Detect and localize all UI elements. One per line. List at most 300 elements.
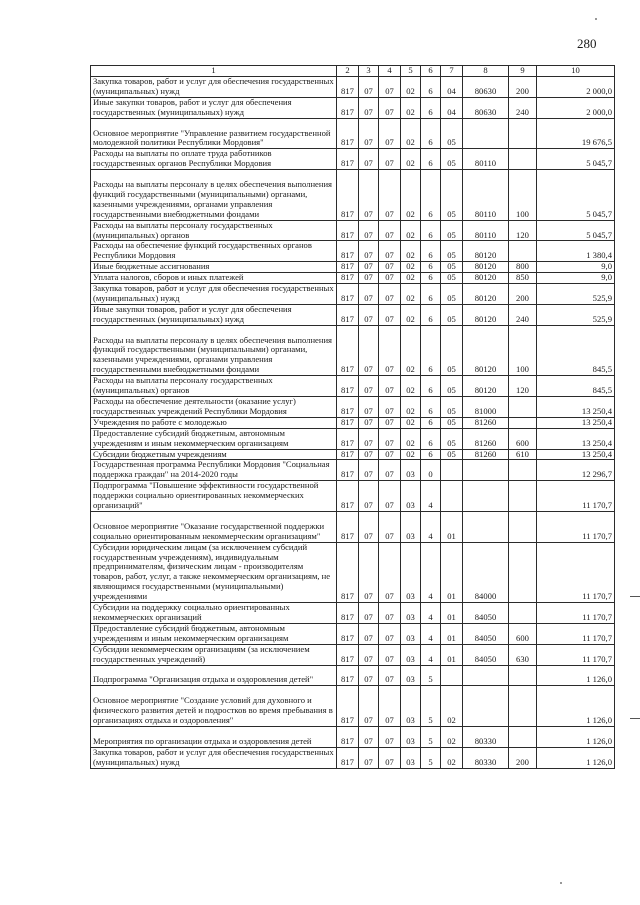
- row-name-cell: Государственная программа Республики Мордовия "Социальная поддержка граждан" на 2014-2020 годы: [91, 460, 337, 481]
- row-code-cell: [509, 511, 537, 542]
- row-code-cell: [463, 686, 509, 727]
- row-name-cell: Закупка товаров, работ и услуг для обеспечения государственных (муниципальных) нужд: [91, 77, 337, 98]
- row-code-cell: 81260: [463, 449, 509, 460]
- row-code-cell: 817: [337, 170, 359, 221]
- row-code-cell: 05: [441, 304, 463, 325]
- row-code-cell: 4: [421, 623, 441, 644]
- row-amount-cell: 2 000,0: [537, 97, 615, 118]
- row-code-cell: 07: [379, 284, 401, 305]
- row-code-cell: 07: [379, 220, 401, 241]
- row-code-cell: 817: [337, 304, 359, 325]
- row-code-cell: 817: [337, 262, 359, 273]
- row-code-cell: 07: [359, 511, 379, 542]
- row-code-cell: 02: [401, 77, 421, 98]
- row-code-cell: 240: [509, 304, 537, 325]
- row-code-cell: 07: [359, 623, 379, 644]
- row-code-cell: 03: [401, 644, 421, 665]
- row-code-cell: 03: [401, 481, 421, 512]
- row-code-cell: 07: [379, 97, 401, 118]
- row-code-cell: [509, 542, 537, 602]
- row-name-cell: Расходы на выплаты по оплате труда работников государственных органов Республики Мордовия: [91, 149, 337, 170]
- row-amount-cell: 11 170,7: [537, 511, 615, 542]
- row-code-cell: 07: [379, 460, 401, 481]
- row-code-cell: 03: [401, 603, 421, 624]
- row-code-cell: 817: [337, 417, 359, 428]
- column-header: 10: [537, 66, 615, 77]
- row-name-cell: Основное мероприятие "Создание условий для духовного и физического развития детей и подростков во время пребывания в организациях отдыха и оздоровления": [91, 686, 337, 727]
- row-code-cell: 04: [441, 97, 463, 118]
- row-code-cell: 03: [401, 726, 421, 747]
- row-code-cell: 03: [401, 747, 421, 768]
- scan-edge-mark: [630, 718, 640, 719]
- row-code-cell: [441, 460, 463, 481]
- row-name-cell: Субсидии юридическим лицам (за исключением субсидий государственным учреждениям), индивидуальным предпринимателям, физическим лицам - производителям товаров, работ, услуг, а также некоммерческим организациям, не являющимся государственными (муниципальными) учреждениями: [91, 542, 337, 602]
- row-code-cell: [509, 726, 537, 747]
- row-code-cell: 80330: [463, 726, 509, 747]
- row-name-cell: Расходы на обеспечение деятельности (оказание услуг) государственных учреждений Республики Мордовия: [91, 397, 337, 418]
- row-code-cell: 07: [379, 376, 401, 397]
- row-code-cell: 01: [441, 511, 463, 542]
- row-amount-cell: 525,9: [537, 284, 615, 305]
- row-code-cell: 05: [441, 241, 463, 262]
- row-code-cell: 05: [441, 149, 463, 170]
- row-code-cell: 817: [337, 428, 359, 449]
- row-code-cell: 850: [509, 273, 537, 284]
- row-code-cell: 817: [337, 726, 359, 747]
- row-code-cell: 07: [379, 603, 401, 624]
- row-code-cell: 05: [441, 449, 463, 460]
- column-header: 4: [379, 66, 401, 77]
- row-code-cell: 07: [379, 417, 401, 428]
- row-code-cell: 80120: [463, 284, 509, 305]
- row-code-cell: 817: [337, 511, 359, 542]
- row-name-cell: Субсидии на поддержку социально ориентированных некоммерческих организаций: [91, 603, 337, 624]
- row-code-cell: 800: [509, 262, 537, 273]
- table-row: [91, 77, 615, 98]
- row-code-cell: 02: [401, 417, 421, 428]
- row-code-cell: 07: [359, 273, 379, 284]
- row-name-cell: Расходы на выплаты персоналу государственных (муниципальных) органов: [91, 220, 337, 241]
- row-code-cell: 600: [509, 428, 537, 449]
- table-row: [91, 118, 615, 149]
- row-code-cell: 6: [421, 397, 441, 418]
- row-code-cell: 02: [401, 118, 421, 149]
- row-code-cell: 630: [509, 644, 537, 665]
- row-code-cell: [509, 481, 537, 512]
- column-header: 7: [441, 66, 463, 77]
- row-amount-cell: 525,9: [537, 304, 615, 325]
- row-code-cell: 5: [421, 665, 441, 686]
- table-row: [91, 686, 615, 727]
- row-code-cell: 07: [379, 262, 401, 273]
- row-code-cell: 6: [421, 273, 441, 284]
- row-amount-cell: 11 170,7: [537, 623, 615, 644]
- row-amount-cell: 11 170,7: [537, 603, 615, 624]
- row-code-cell: 4: [421, 644, 441, 665]
- row-code-cell: 03: [401, 542, 421, 602]
- row-code-cell: 80120: [463, 273, 509, 284]
- row-code-cell: 02: [401, 376, 421, 397]
- row-code-cell: 6: [421, 376, 441, 397]
- table-row: [91, 481, 615, 512]
- row-code-cell: 02: [401, 273, 421, 284]
- row-code-cell: 07: [359, 241, 379, 262]
- row-code-cell: [509, 397, 537, 418]
- column-header: 5: [401, 66, 421, 77]
- row-code-cell: 03: [401, 460, 421, 481]
- row-code-cell: 07: [379, 118, 401, 149]
- row-code-cell: [509, 118, 537, 149]
- row-code-cell: 07: [379, 449, 401, 460]
- row-code-cell: 817: [337, 644, 359, 665]
- table-row: [91, 644, 615, 665]
- row-code-cell: 07: [359, 542, 379, 602]
- row-code-cell: 120: [509, 220, 537, 241]
- row-code-cell: 07: [379, 665, 401, 686]
- table-row: [91, 449, 615, 460]
- row-amount-cell: 1 126,0: [537, 665, 615, 686]
- column-header: 6: [421, 66, 441, 77]
- scan-speck: [595, 18, 597, 20]
- row-name-cell: Основное мероприятие "Оказание государственной поддержки социально ориентированным некоммерческим организациям": [91, 511, 337, 542]
- budget-table-wrap: [90, 65, 614, 769]
- row-amount-cell: 11 170,7: [537, 644, 615, 665]
- row-code-cell: 817: [337, 686, 359, 727]
- table-row: [91, 262, 615, 273]
- row-amount-cell: 5 045,7: [537, 170, 615, 221]
- row-code-cell: 80120: [463, 262, 509, 273]
- row-code-cell: [509, 686, 537, 727]
- row-name-cell: Основное мероприятие "Управление развитием государственной молодежной политики Республики Мордовия": [91, 118, 337, 149]
- row-code-cell: 07: [359, 428, 379, 449]
- table-row: [91, 304, 615, 325]
- row-code-cell: 200: [509, 747, 537, 768]
- row-code-cell: 07: [359, 481, 379, 512]
- row-code-cell: 03: [401, 686, 421, 727]
- row-name-cell: Мероприятия по организации отдыха и оздоровления детей: [91, 726, 337, 747]
- row-code-cell: 02: [401, 170, 421, 221]
- column-header: 8: [463, 66, 509, 77]
- row-code-cell: 6: [421, 304, 441, 325]
- row-code-cell: [509, 417, 537, 428]
- row-code-cell: 6: [421, 417, 441, 428]
- row-code-cell: 6: [421, 220, 441, 241]
- row-amount-cell: 5 045,7: [537, 220, 615, 241]
- row-code-cell: 07: [379, 481, 401, 512]
- row-code-cell: 07: [359, 77, 379, 98]
- row-code-cell: 817: [337, 623, 359, 644]
- row-code-cell: 80630: [463, 77, 509, 98]
- row-code-cell: 07: [379, 397, 401, 418]
- row-code-cell: 200: [509, 77, 537, 98]
- row-code-cell: 02: [401, 97, 421, 118]
- row-code-cell: 05: [441, 376, 463, 397]
- row-code-cell: [463, 481, 509, 512]
- row-code-cell: 6: [421, 241, 441, 262]
- row-code-cell: 05: [441, 397, 463, 418]
- column-header: 3: [359, 66, 379, 77]
- table-row: [91, 397, 615, 418]
- row-code-cell: 817: [337, 273, 359, 284]
- row-name-cell: Закупка товаров, работ и услуг для обеспечения государственных (муниципальных) нужд: [91, 747, 337, 768]
- row-code-cell: 817: [337, 220, 359, 241]
- column-header: 2: [337, 66, 359, 77]
- row-code-cell: 07: [379, 511, 401, 542]
- row-name-cell: Расходы на обеспечение функций государственных органов Республики Мордовия: [91, 241, 337, 262]
- row-code-cell: 6: [421, 77, 441, 98]
- table-row: [91, 460, 615, 481]
- row-code-cell: 07: [359, 97, 379, 118]
- row-code-cell: 02: [401, 397, 421, 418]
- row-code-cell: 07: [359, 460, 379, 481]
- table-row: [91, 417, 615, 428]
- row-code-cell: [441, 665, 463, 686]
- row-name-cell: Закупка товаров, работ и услуг для обеспечения государственных (муниципальных) нужд: [91, 284, 337, 305]
- row-code-cell: 6: [421, 428, 441, 449]
- row-code-cell: 84050: [463, 603, 509, 624]
- row-code-cell: 6: [421, 325, 441, 376]
- row-amount-cell: 845,5: [537, 376, 615, 397]
- row-amount-cell: 2 000,0: [537, 77, 615, 98]
- row-code-cell: 6: [421, 262, 441, 273]
- row-code-cell: 07: [379, 325, 401, 376]
- row-code-cell: 02: [401, 284, 421, 305]
- row-code-cell: 07: [359, 417, 379, 428]
- row-name-cell: Подпрограмма "Повышение эффективности государственной поддержки социально ориентированных некоммерческих организаций": [91, 481, 337, 512]
- table-row: [91, 623, 615, 644]
- row-code-cell: 817: [337, 376, 359, 397]
- row-code-cell: 120: [509, 376, 537, 397]
- row-code-cell: [463, 118, 509, 149]
- row-code-cell: 02: [441, 747, 463, 768]
- row-code-cell: 07: [379, 149, 401, 170]
- row-code-cell: [509, 241, 537, 262]
- row-code-cell: 817: [337, 241, 359, 262]
- row-code-cell: 07: [359, 170, 379, 221]
- row-amount-cell: 1 126,0: [537, 747, 615, 768]
- row-code-cell: 81260: [463, 428, 509, 449]
- table-row: [91, 97, 615, 118]
- row-code-cell: 817: [337, 284, 359, 305]
- row-code-cell: 07: [359, 665, 379, 686]
- row-code-cell: [509, 603, 537, 624]
- row-code-cell: 600: [509, 623, 537, 644]
- row-amount-cell: 11 170,7: [537, 481, 615, 512]
- row-code-cell: 02: [401, 220, 421, 241]
- table-row: [91, 241, 615, 262]
- row-code-cell: 84050: [463, 623, 509, 644]
- row-code-cell: 80120: [463, 241, 509, 262]
- row-code-cell: 04: [441, 77, 463, 98]
- table-row: [91, 747, 615, 768]
- table-row: [91, 273, 615, 284]
- row-name-cell: Предоставление субсидий бюджетным, автономным учреждениям и иным некоммерческим организациям: [91, 428, 337, 449]
- row-code-cell: 01: [441, 623, 463, 644]
- table-row: [91, 428, 615, 449]
- row-code-cell: 05: [441, 170, 463, 221]
- row-code-cell: 817: [337, 149, 359, 170]
- row-code-cell: 80110: [463, 220, 509, 241]
- row-amount-cell: 11 170,7: [537, 542, 615, 602]
- table-row: [91, 665, 615, 686]
- row-code-cell: 07: [359, 747, 379, 768]
- row-code-cell: 81000: [463, 397, 509, 418]
- row-code-cell: [509, 149, 537, 170]
- row-code-cell: 01: [441, 603, 463, 624]
- row-code-cell: 02: [441, 686, 463, 727]
- page-number: 280: [577, 36, 597, 51]
- row-code-cell: 4: [421, 542, 441, 602]
- row-code-cell: 07: [379, 304, 401, 325]
- row-code-cell: 07: [379, 77, 401, 98]
- row-amount-cell: 1 126,0: [537, 726, 615, 747]
- row-code-cell: 05: [441, 220, 463, 241]
- row-code-cell: 05: [441, 284, 463, 305]
- row-code-cell: 02: [401, 149, 421, 170]
- row-code-cell: 07: [359, 686, 379, 727]
- row-code-cell: 80110: [463, 170, 509, 221]
- scan-speck: [560, 882, 562, 884]
- row-code-cell: 07: [379, 686, 401, 727]
- row-name-cell: Расходы на выплаты персоналу в целях обеспечения выполнения функций государственными (муниципальными) органами, казенными учреждениями, органами управления государственными внебюджетными фондами: [91, 170, 337, 221]
- row-code-cell: 5: [421, 726, 441, 747]
- header-row: [91, 66, 615, 77]
- row-code-cell: 01: [441, 644, 463, 665]
- row-code-cell: 5: [421, 686, 441, 727]
- row-code-cell: 84000: [463, 542, 509, 602]
- row-amount-cell: 12 296,7: [537, 460, 615, 481]
- row-amount-cell: 13 250,4: [537, 397, 615, 418]
- row-code-cell: 02: [401, 325, 421, 376]
- row-code-cell: 80120: [463, 376, 509, 397]
- row-code-cell: 07: [359, 644, 379, 665]
- row-code-cell: 817: [337, 603, 359, 624]
- table-row: [91, 170, 615, 221]
- row-code-cell: 4: [421, 511, 441, 542]
- table-row: [91, 284, 615, 305]
- row-amount-cell: 1 380,4: [537, 241, 615, 262]
- row-code-cell: 240: [509, 97, 537, 118]
- row-code-cell: 05: [441, 118, 463, 149]
- row-code-cell: 610: [509, 449, 537, 460]
- row-code-cell: 07: [359, 449, 379, 460]
- table-body: [91, 77, 615, 769]
- row-code-cell: 6: [421, 149, 441, 170]
- row-code-cell: 07: [379, 726, 401, 747]
- row-amount-cell: 9,0: [537, 262, 615, 273]
- row-amount-cell: 13 250,4: [537, 428, 615, 449]
- row-amount-cell: 1 126,0: [537, 686, 615, 727]
- row-code-cell: 817: [337, 542, 359, 602]
- row-code-cell: 6: [421, 284, 441, 305]
- budget-table: [90, 65, 615, 769]
- row-code-cell: 07: [379, 644, 401, 665]
- row-code-cell: 07: [379, 428, 401, 449]
- row-code-cell: [463, 460, 509, 481]
- row-amount-cell: 9,0: [537, 273, 615, 284]
- column-header: 1: [91, 66, 337, 77]
- row-code-cell: 80630: [463, 97, 509, 118]
- row-code-cell: 817: [337, 665, 359, 686]
- row-code-cell: [463, 511, 509, 542]
- row-code-cell: 6: [421, 97, 441, 118]
- row-code-cell: 100: [509, 170, 537, 221]
- row-code-cell: 05: [441, 325, 463, 376]
- row-code-cell: 0: [421, 460, 441, 481]
- row-code-cell: 07: [359, 726, 379, 747]
- row-code-cell: 07: [359, 397, 379, 418]
- table-row: [91, 149, 615, 170]
- column-header: 9: [509, 66, 537, 77]
- table-row: [91, 511, 615, 542]
- row-code-cell: 817: [337, 747, 359, 768]
- row-amount-cell: 5 045,7: [537, 149, 615, 170]
- row-code-cell: 02: [401, 262, 421, 273]
- row-amount-cell: 13 250,4: [537, 417, 615, 428]
- row-code-cell: 07: [379, 542, 401, 602]
- row-code-cell: 05: [441, 428, 463, 449]
- row-name-cell: Субсидии некоммерческим организациям (за исключением государственных учреждений): [91, 644, 337, 665]
- table-row: [91, 542, 615, 602]
- scan-edge-mark: [630, 596, 640, 597]
- table-row: [91, 325, 615, 376]
- row-amount-cell: 19 676,5: [537, 118, 615, 149]
- row-code-cell: 6: [421, 118, 441, 149]
- row-code-cell: 817: [337, 481, 359, 512]
- row-name-cell: Уплата налогов, сборов и иных платежей: [91, 273, 337, 284]
- row-code-cell: 6: [421, 449, 441, 460]
- row-code-cell: 05: [441, 262, 463, 273]
- row-code-cell: 07: [359, 262, 379, 273]
- row-code-cell: 07: [359, 149, 379, 170]
- row-code-cell: 07: [379, 747, 401, 768]
- row-code-cell: 02: [401, 428, 421, 449]
- row-name-cell: Подпрограмма "Организация отдыха и оздоровления детей": [91, 665, 337, 686]
- row-name-cell: Расходы на выплаты персоналу государственных (муниципальных) органов: [91, 376, 337, 397]
- row-code-cell: 07: [359, 304, 379, 325]
- row-code-cell: 817: [337, 118, 359, 149]
- row-code-cell: 817: [337, 77, 359, 98]
- row-code-cell: 01: [441, 542, 463, 602]
- row-code-cell: [441, 481, 463, 512]
- row-name-cell: Иные закупки товаров, работ и услуг для обеспечения государственных (муниципальных) нужд: [91, 304, 337, 325]
- row-code-cell: 817: [337, 460, 359, 481]
- row-code-cell: 6: [421, 170, 441, 221]
- table-row: [91, 376, 615, 397]
- row-code-cell: 817: [337, 449, 359, 460]
- row-code-cell: 80330: [463, 747, 509, 768]
- row-code-cell: 02: [401, 449, 421, 460]
- row-name-cell: Субсидии бюджетным учреждениям: [91, 449, 337, 460]
- row-name-cell: Иные закупки товаров, работ и услуг для обеспечения государственных (муниципальных) нужд: [91, 97, 337, 118]
- row-code-cell: 07: [359, 118, 379, 149]
- row-code-cell: 07: [359, 603, 379, 624]
- row-code-cell: 4: [421, 603, 441, 624]
- row-code-cell: 07: [379, 241, 401, 262]
- row-code-cell: 07: [359, 325, 379, 376]
- row-code-cell: 07: [379, 273, 401, 284]
- row-name-cell: Предоставление субсидий бюджетным, автономным учреждениям и иным некоммерческим организациям: [91, 623, 337, 644]
- row-code-cell: 03: [401, 665, 421, 686]
- table-row: [91, 603, 615, 624]
- row-code-cell: 02: [441, 726, 463, 747]
- row-code-cell: 81260: [463, 417, 509, 428]
- row-code-cell: 817: [337, 97, 359, 118]
- row-code-cell: 200: [509, 284, 537, 305]
- row-amount-cell: 13 250,4: [537, 449, 615, 460]
- row-code-cell: 84050: [463, 644, 509, 665]
- row-code-cell: 03: [401, 623, 421, 644]
